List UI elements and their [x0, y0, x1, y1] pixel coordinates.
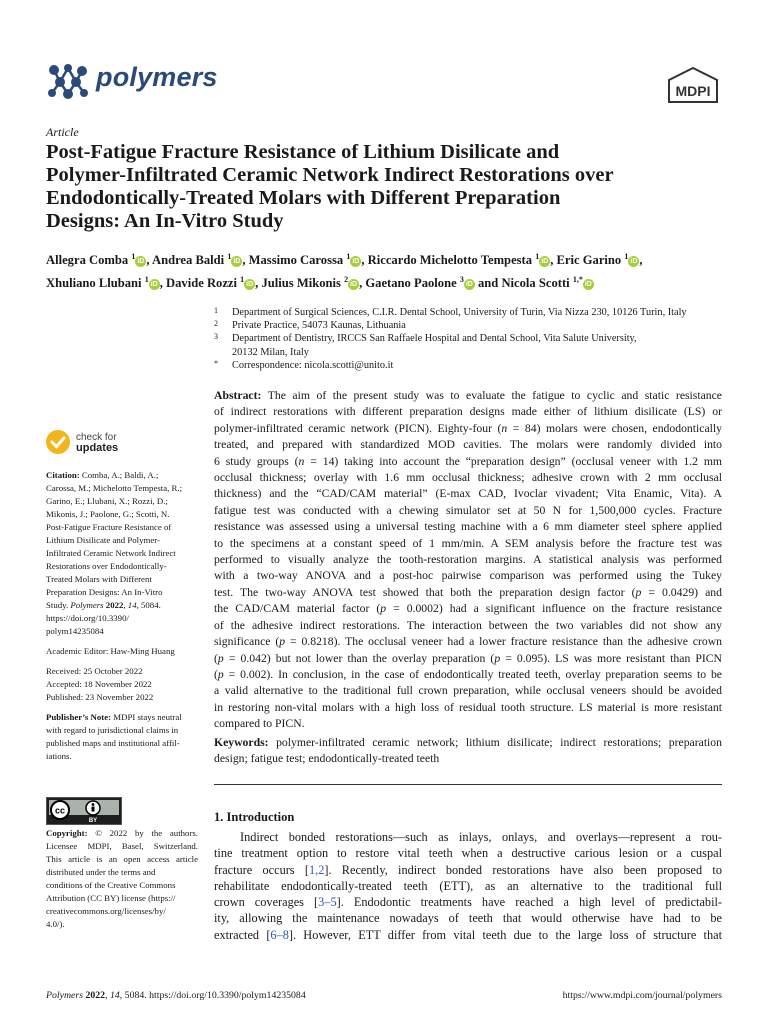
abstract-line: performed to visually analyze the tooth-restoration margins. A statistical analysis was performed — [214, 553, 722, 567]
abstract-line: to the specimens at a constant speed of 1 mm/min. A SEM analysis before the fracture test was — [214, 536, 722, 550]
polymers-molecule-icon — [46, 62, 90, 100]
citation-line: Study. Polymers 2022, 14, 5084. — [46, 600, 161, 610]
published-date: Published: 23 November 2022 — [46, 692, 154, 702]
check-updates-line1: check for — [76, 432, 117, 443]
affiliation-item: 3 Department of Dentistry, IRCCS San Raffaele Hospital and Dental School, Vita Salute University, — [214, 332, 637, 345]
affiliation-item: 2 Private Practice, 54073 Kaunas, Lithuania — [214, 319, 406, 332]
intro-line: extracted [6–8]. However, ETT differ from vital teeth due to the large loss of structure that — [214, 927, 722, 942]
affiliation-item: 1 Department of Surgical Sciences, C.I.R. Dental School, University of Turin, Via Nizza 230, 10126 Turin, Italy — [214, 306, 687, 318]
orcid-icon[interactable]: iD — [246, 281, 254, 289]
footer-journal-url[interactable]: https://www.mdpi.com/journal/polymers — [562, 990, 722, 1001]
citation-line: Infiltrated Ceramic Network Indirect — [46, 548, 176, 558]
correspondence-item: * Correspondence: nicola.scotti@unito.it — [214, 358, 394, 371]
svg-text:cc: cc — [54, 805, 66, 816]
author-line-2: Xhuliano Llubani $^1$iD , Davide Rozzi $^1$iD , Julius Mikonis $^2$iD , Gaetano Paolone $^3$iD and Nicola Scotti $^{1,*}$iD — [46, 275, 592, 291]
cc-by-license-icon[interactable] — [46, 797, 122, 825]
copyright-line: 4.0/). — [46, 919, 65, 929]
abstract-line: thickness) and the “CAD/CAM material” (E-max CAD, Ivoclar vivadent; Vita Enamic, Vita). A — [214, 487, 722, 501]
copyright-line: conditions of the Creative Commons — [46, 880, 176, 890]
citation-line: polym14235084 — [46, 626, 104, 636]
abstract-line: of indirect restorations with different preparation designs made either of lithium disilicate (LS) or — [214, 405, 722, 419]
check-for-updates-button[interactable] — [46, 430, 166, 458]
abstract-line: Abstract: The aim of the present study was to evaluate the fatigue to cyclic and static resistance — [214, 389, 722, 402]
copyright-line: Licensee MDPI, Basel, Switzerland. — [46, 841, 198, 851]
abstract-line: test. The two-way ANOVA test showed that both the preparation design factor (p = 0.0429) and — [214, 585, 722, 599]
citation-line: Mikonis, J.; Paolone, G.; Scotti, N. — [46, 509, 170, 519]
citation-line: Post-Fatigue Fracture Resistance of — [46, 522, 172, 532]
intro-body — [214, 829, 722, 943]
citation-line: Restorations over Endodontically- — [46, 561, 167, 571]
copyright-label: Copyright: — [46, 828, 88, 838]
abstract-line: occlusal thickness; overlay with 1.6 mm occlusal thickness; adhesive crown with 2 mm occlusal — [214, 471, 722, 485]
keywords-line: design; fatigue test; endodontically-treated teeth — [214, 752, 440, 766]
abstract-line: in restoring non-vital molars with a high loss of residual tooth structure. LS material is more resistant — [214, 700, 722, 714]
author-name: Allegra Comba — [46, 253, 129, 268]
author-name: Riccardo Michelotto Tempesta — [367, 253, 533, 268]
intro-line: fracture occurs [1,2]. Recently, indirect bonded restorations have also been proposed to — [214, 862, 722, 877]
intro-line: Indirect bonded restorations—such as inlays, onlays, and overlays—represent a rou- — [240, 830, 722, 844]
orcid-icon[interactable]: iD — [630, 258, 638, 266]
citation — [46, 469, 198, 638]
abstract-line: a valid alternative to the traditional full crown preparation, while occlusal veneers should be avoided — [214, 684, 722, 698]
abstract-line: the CAD/CAM material factor (p = 0.0002) had a significant influence on the fracture resistance — [214, 602, 722, 616]
abstract-line: with a two-way ANOVA and a post-hoc pairwise comparison was performed using the Tukey — [214, 569, 722, 583]
author-name: Gaetano Paolone — [365, 276, 457, 291]
title-line: Polymer-Infiltrated Ceramic Network Indirect Restorations over — [46, 164, 614, 186]
citation-label: Citation: — [46, 470, 80, 480]
sidebar — [46, 469, 198, 770]
copyright-line: Copyright: © 2022 by the authors. — [46, 828, 198, 838]
author-name: Julius Mikonis — [261, 276, 341, 291]
mdpi-logo-text: MDPI — [675, 83, 711, 99]
orcid-icon[interactable]: iD — [584, 281, 592, 289]
affiliation-item: 20132 Milan, Italy — [232, 346, 309, 358]
citation-line: Citation: Comba, A.; Baldi, A.; — [46, 470, 159, 480]
mdpi-logo — [666, 66, 720, 104]
orcid-icon[interactable]: iD — [150, 281, 158, 289]
abstract-label: Abstract: — [214, 389, 262, 402]
intro-line: tine treatment option to restore vital teeth when a destructive carious lesion or a cuspal — [214, 846, 722, 861]
received-date: Received: 25 October 2022 — [46, 666, 143, 676]
citation-line: Carossa, M.; Michelotto Tempesta, R.; — [46, 483, 183, 493]
abstract-line: compared to PICN. — [214, 717, 305, 731]
dates — [46, 665, 198, 704]
copyright — [46, 827, 198, 931]
abstract-line: (p = 0.002). In conclusion, in the case of endodontically treated teeth, overlay preparation seems to be — [214, 667, 722, 681]
abstract-line: of the adhesive indirect restorations. The interaction between the two variables did not show any — [214, 618, 722, 632]
abstract-line: significance (p = 0.8218). The occlusal veneer had a lower fracture resistance than the adhesive crown — [214, 635, 723, 649]
publisher-note-label: Publisher’s Note: — [46, 712, 112, 722]
abstract-line: (p = 0.042) but not lower than the overlay preparation (p = 0.095). LS was more resistant than PICN — [214, 651, 722, 665]
section-divider — [214, 784, 722, 785]
affiliations — [214, 306, 734, 372]
abstract-line: treated, and prepared with standardized MOD cavities. The molars were randomly divided into — [214, 438, 722, 452]
abstract-line: 6 study groups (n = 14) taking into account the “preparation design” (occlusal veneer with 1.2 mm — [214, 454, 722, 468]
publisher-note-line: with regard to jurisdictional claims in — [46, 725, 179, 735]
publisher-note — [46, 711, 198, 763]
intro-line: crown coverages [3–5]. Endodontic treatments have reached a high level of predictabil- — [214, 895, 722, 910]
citation-line: Garino, E.; Llubani, X.; Rozzi, D.; — [46, 496, 168, 506]
citation-line: Treated Molars with Different — [46, 574, 152, 584]
author-list — [46, 247, 726, 293]
abstract-line: polymer-infiltrated ceramic network (PICN). Eighty-four (n = 84) molars were chosen, endodontically — [214, 421, 722, 435]
keywords-label: Keywords: — [214, 736, 269, 749]
citation-line: https://doi.org/10.3390/ — [46, 613, 129, 623]
copyright-line: distributed under the terms and — [46, 867, 156, 877]
copyright-line: This article is an open access article — [46, 854, 198, 864]
orcid-icon[interactable]: iD — [233, 258, 241, 266]
accepted-date: Accepted: 18 November 2022 — [46, 679, 152, 689]
intro-heading: 1. Introduction — [214, 810, 295, 824]
publisher-note-line: iations. — [46, 751, 72, 761]
author-name: Massimo Carossa — [248, 253, 344, 268]
orcid-icon[interactable]: iD — [137, 258, 145, 266]
title-line: Endodontically-Treated Molars with Different Preparation — [46, 187, 561, 209]
author-name: Eric Garino — [556, 253, 622, 268]
journal-name: polymers — [96, 62, 218, 92]
abstract-line: fatigue test was conducted with a chewing simulator set at 50 N for 1,500,000 cycles. Fracture — [214, 503, 722, 517]
author-name: Xhuliano Llubani — [46, 276, 142, 291]
publisher-note-line: published maps and institutional affil- — [46, 738, 180, 748]
orcid-icon[interactable]: iD — [352, 258, 360, 266]
intro-line: rehabilitate endodontically-treated teeth (ETT), as an alternative to the traditional full — [214, 878, 722, 893]
keywords-line: Keywords: polymer-infiltrated ceramic network; lithium disilicate; indirect restorations; preparation — [214, 736, 722, 749]
cc-by-label: BY — [88, 818, 98, 824]
footer-citation[interactable]: Polymers 2022, 14, 5084. https://doi.org/10.3390/polym14235084 — [46, 990, 306, 1001]
intro-line: ity, allowing the maintenance nowadays of teeth that would otherwise have had to be — [214, 911, 722, 926]
keywords — [214, 735, 722, 768]
orcid-icon[interactable]: iD — [350, 281, 358, 289]
orcid-icon[interactable]: iD — [541, 258, 549, 266]
abstract-line: resistance was assessed using a universal testing machine with a 6 mm diameter steel sphere applied — [214, 520, 722, 534]
copyright-line: Attribution (CC BY) license (https:// — [46, 893, 176, 903]
check-updates-icon — [46, 430, 70, 454]
article-title — [46, 141, 726, 233]
author-name: Andrea Baldi — [151, 253, 225, 268]
orcid-icon[interactable]: iD — [465, 281, 473, 289]
title-line: Designs: An In-Vitro Study — [46, 210, 284, 232]
publisher-note-line: Publisher’s Note: MDPI stays neutral — [46, 712, 182, 722]
academic-editor: Academic Editor: Haw-Ming Huang — [46, 646, 175, 656]
author-line-1: Allegra Comba $^1$iD , Andrea Baldi $^1$iD , Massimo Carossa $^1$iD , Riccardo Michelotto Tempesta $^1$iD , Eric Garino $^1$iD , — [46, 252, 643, 268]
title-line: Post-Fatigue Fracture Resistance of Lithium Disilicate and — [46, 141, 560, 163]
citation-line: Lithium Disilicate and Polymer- — [46, 535, 160, 545]
author-name: Nicola Scotti — [501, 276, 570, 291]
citation-line: Preparation Designs: An In-Vitro — [46, 587, 163, 597]
article-type: Article — [46, 125, 79, 139]
check-updates-line2: updates — [76, 442, 119, 454]
author-name: Davide Rozzi — [166, 276, 238, 291]
abstract — [214, 388, 722, 733]
copyright-line: creativecommons.org/licenses/by/ — [46, 906, 166, 916]
